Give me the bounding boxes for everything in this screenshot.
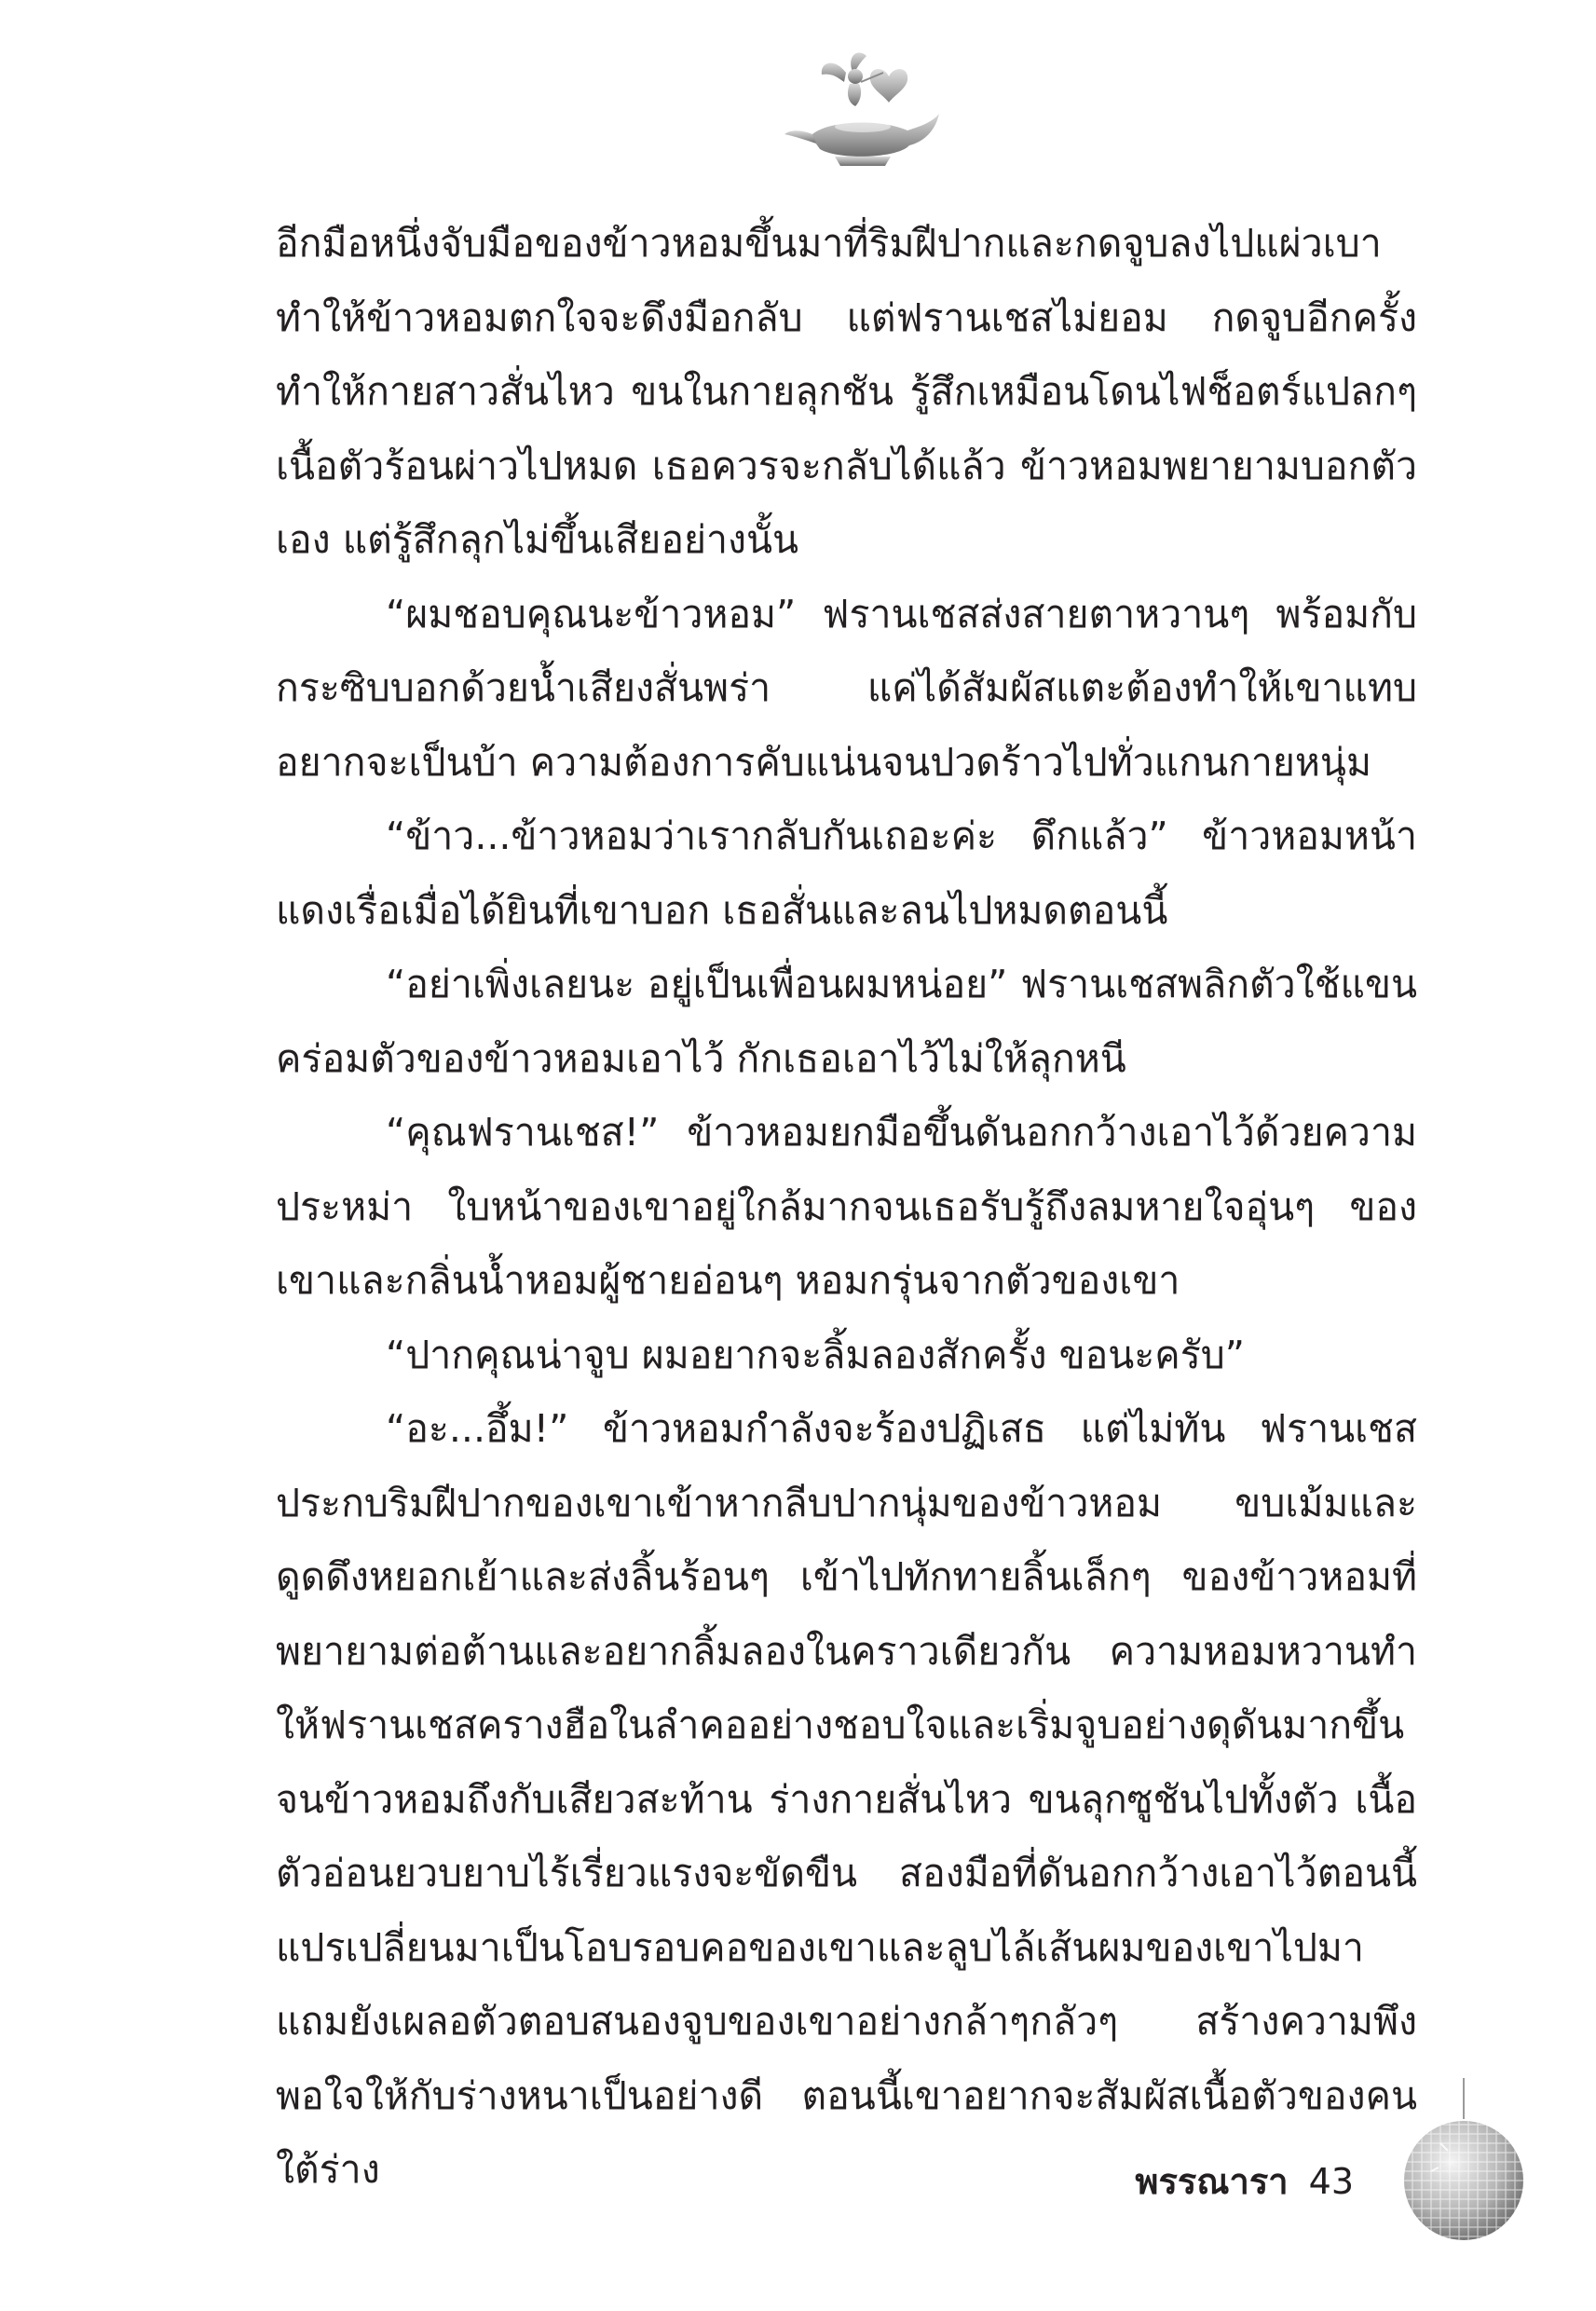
paragraph-5: “คุณฟรานเชส!” ข้าวหอมยกมือขึ้นดันอกกว้างเอาไว้ด้วยความประหม่า ใบหน้าของเขาอยู่ใกล้มากจนเธอรับรู้ถึงลมหายใจอุ่นๆ ของเขาและกลิ่นน้ำหอมผู้ชายอ่อนๆ หอมกรุ่นจากตัวของเขา (276, 1110, 1417, 1303)
paragraph-1: อีกมือหนึ่งจับมือของข้าวหอมขึ้นมาที่ริมฝีปากและกดจูบลงไปแผ่วเบา ทำให้ข้าวหอมตกใจจะดึงมือกลับ แต่ฟรานเชสไม่ยอม กดจูบอีกครั้ง ทำให้กายสาวสั่นไหว ขนในกายลุกชัน รู้สึกเหมือนโดนไฟช็อตร์แปลกๆ เนื้อตัวร้อนผ่าวไปหมด เธอควรจะกลับได้แล้ว ข้าวหอมพยายามบอกตัวเอง แต่รู้สึกลุกไม่ขึ้นเสียอย่างนั้น (276, 221, 1417, 562)
page-footer (1135, 2153, 1354, 2209)
paragraph-3: “ข้าว...ข้าวหอมว่าเรากลับกันเถอะค่ะ ดึกแล้ว” ข้าวหอมหน้าแดงเรื่อเมื่อได้ยินที่เขาบอก เธอสั่นและลนไปหมดตอนนี้ (276, 814, 1417, 933)
paragraph-6: “ปากคุณน่าจูบ ผมอยากจะลิ้มลองสักครั้ง ขอนะครับ” (386, 1332, 1245, 1377)
paragraph-2: “ผมชอบคุณนะข้าวหอม” ฟรานเชสส่งสายตาหวานๆ พร้อมกับกระซิบบอกด้วยน้ำเสียงสั่นพร่า แค่ได้สัมผัสแตะต้องทำให้เขาแทบอยากจะเป็นบ้า ความต้องการคับแน่นจนปวดร้าวไปทั่วแกนกายหนุ่ม (276, 591, 1417, 785)
paragraph-4: “อย่าเพิ่งเลยนะ อยู่เป็นเพื่อนผมหน่อย” ฟรานเชสพลิกตัวใช้แขนคร่อมตัวของข้าวหอมเอาไว้ กักเธอเอาไว้ไม่ให้ลุกหนี (276, 962, 1417, 1081)
cupid-teapot-icon (779, 45, 947, 175)
page-number: 43 (1308, 2161, 1354, 2202)
body-text (276, 207, 1417, 2208)
paragraph-7: “อะ...อึ้ม!” ข้าวหอมกำลังจะร้องปฏิเสธ แต่ไม่ทัน ฟรานเชสประกบริมฝีปากของเขาเข้าหากลีบปากนุ่มของข้าวหอม ขบเม้มและดูดดึงหยอกเย้าและส่งลิ้นร้อนๆ เข้าไปทักทายลิ้นเล็กๆ ของข้าวหอมที่พยายามต่อต้านและอยากลิ้มลองในคราวเดียวกัน ความหอมหวานทำให้ฟรานเชสครางฮือในลำคออย่างชอบใจและเริ่มจูบอย่างดุดันมากขึ้น จนข้าวหอมถึงกับเสียวสะท้าน ร่างกายสั่นไหว ขนลุกซูชันไปทั้งตัว เนื้อตัวอ่อนยวบยาบไร้เรี่ยวแรงจะขัดขืน สองมือที่ดันอกกว้างเอาไว้ตอนนี้แปรเปลี่ยนมาเป็นโอบรอบคอของเขาและลูบไล้เส้นผมของเขาไปมาแถมยังเผลอตัวตอบสนองจูบของเขาอย่างกล้าๆกลัวๆ สร้างความพึงพอใจให้กับร่างหนาเป็นอย่างดี ตอนนี้เขาอยากจะสัมผัสเนื้อตัวของคนใต้ร่าง (276, 1406, 1417, 2192)
disco-ball-icon (1394, 2078, 1534, 2246)
book-title: พรรณารา (1135, 2161, 1289, 2202)
